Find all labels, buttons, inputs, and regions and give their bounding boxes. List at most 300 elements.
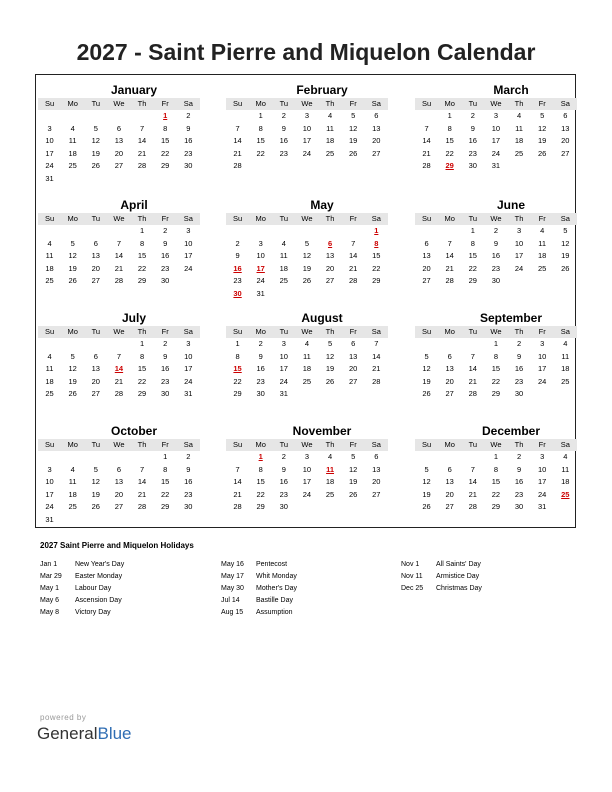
brand-logo[interactable] — [37, 724, 132, 744]
day-cell[interactable]: 24 — [302, 489, 312, 499]
day-cell[interactable]: 9 — [186, 123, 191, 133]
day-cell[interactable]: 20 — [445, 489, 454, 499]
day-cell[interactable]: 11 — [68, 136, 77, 146]
day-cell[interactable]: 10 — [256, 251, 265, 261]
day-cell[interactable]: 12 — [422, 477, 431, 487]
day-cell[interactable]: 13 — [372, 464, 381, 474]
day-cell[interactable]: 2 — [516, 452, 522, 461]
day-cell[interactable]: 28 — [372, 376, 381, 386]
day-cell[interactable]: 9 — [281, 123, 286, 133]
day-cell[interactable]: 19 — [422, 376, 431, 386]
day-cell[interactable]: 3 — [47, 123, 52, 133]
day-cell[interactable]: 6 — [374, 111, 379, 120]
day-cell[interactable]: 22 — [233, 376, 242, 386]
day-cell[interactable]: 25 — [514, 148, 524, 158]
day-cell[interactable]: 21 — [137, 148, 147, 158]
day-cell[interactable]: 9 — [186, 464, 191, 474]
day-cell[interactable]: 26 — [68, 276, 77, 286]
day-cell[interactable]: 15 — [137, 251, 147, 261]
day-cell[interactable]: 27 — [114, 161, 124, 171]
day-cell[interactable]: 5 — [351, 111, 356, 120]
day-cell[interactable]: 7 — [351, 238, 356, 248]
day-cell[interactable]: 20 — [349, 364, 358, 374]
day-cell[interactable]: 25 — [68, 161, 77, 171]
day-cell[interactable]: 19 — [68, 376, 77, 386]
day-cell[interactable]: 7 — [139, 464, 145, 474]
day-cell[interactable]: 30 — [514, 389, 524, 399]
day-cell[interactable]: 21 — [468, 376, 477, 386]
day-cell[interactable]: 16 — [256, 364, 265, 374]
day-cell[interactable]: 9 — [235, 251, 240, 261]
day-cell[interactable]: 11 — [45, 364, 54, 374]
day-cell[interactable]: 22 — [468, 263, 477, 273]
day-cell[interactable]: 7 — [447, 238, 452, 248]
day-cell[interactable]: 4 — [327, 452, 333, 461]
day-cell[interactable]: 4 — [516, 111, 522, 120]
day-cell[interactable]: 27 — [372, 489, 381, 499]
day-cell[interactable]: 12 — [68, 251, 77, 261]
day-cell[interactable]: 3 — [540, 452, 545, 461]
day-cell[interactable]: 30 — [233, 288, 242, 298]
day-cell[interactable]: 18 — [68, 148, 77, 158]
day-cell[interactable]: 2 — [470, 111, 475, 120]
day-cell[interactable]: 22 — [161, 148, 170, 158]
day-cell[interactable]: 28 — [445, 276, 454, 286]
day-cell[interactable]: 13 — [445, 477, 454, 487]
day-cell[interactable]: 10 — [302, 123, 312, 133]
day-cell[interactable]: 18 — [279, 263, 288, 273]
day-cell[interactable]: 10 — [538, 351, 547, 361]
day-cell[interactable]: 26 — [422, 389, 431, 399]
day-cell[interactable]: 1 — [235, 339, 240, 348]
day-cell[interactable]: 9 — [516, 464, 522, 474]
day-cell[interactable]: 16 — [514, 477, 524, 487]
day-cell[interactable]: 15 — [491, 477, 501, 487]
day-cell[interactable]: 21 — [114, 376, 124, 386]
day-cell[interactable]: 18 — [45, 263, 54, 273]
day-cell[interactable]: 15 — [256, 136, 265, 146]
day-cell[interactable]: 17 — [302, 477, 312, 487]
day-cell[interactable]: 6 — [351, 339, 356, 348]
day-cell[interactable]: 16 — [184, 477, 193, 487]
day-cell[interactable]: 18 — [302, 364, 312, 374]
day-cell[interactable]: 29 — [445, 161, 454, 171]
day-cell[interactable]: 17 — [45, 489, 54, 499]
day-cell[interactable]: 29 — [256, 502, 265, 512]
day-cell[interactable]: 24 — [256, 276, 265, 286]
day-cell[interactable]: 18 — [325, 477, 335, 487]
day-cell[interactable]: 21 — [445, 263, 454, 273]
day-cell[interactable]: 21 — [137, 489, 147, 499]
day-cell[interactable]: 22 — [256, 148, 265, 158]
day-cell[interactable]: 26 — [91, 502, 100, 512]
day-cell[interactable]: 3 — [516, 226, 522, 235]
day-cell[interactable]: 30 — [161, 389, 170, 399]
day-cell[interactable]: 16 — [468, 136, 477, 146]
day-cell[interactable]: 14 — [114, 364, 124, 374]
day-cell[interactable]: 25 — [302, 376, 312, 386]
day-cell[interactable]: 20 — [372, 477, 381, 487]
day-cell[interactable]: 2 — [186, 111, 191, 120]
day-cell[interactable]: 8 — [470, 238, 475, 248]
day-cell[interactable]: 27 — [445, 502, 454, 512]
day-cell[interactable]: 23 — [514, 376, 524, 386]
day-cell[interactable]: 13 — [561, 123, 570, 133]
day-cell[interactable]: 13 — [349, 351, 358, 361]
day-cell[interactable]: 29 — [161, 502, 170, 512]
day-cell[interactable]: 14 — [468, 364, 477, 374]
day-cell[interactable]: 14 — [233, 136, 242, 146]
day-cell[interactable]: 28 — [233, 502, 242, 512]
day-cell[interactable]: 26 — [422, 502, 431, 512]
day-cell[interactable]: 20 — [372, 136, 381, 146]
day-cell[interactable]: 24 — [538, 489, 547, 499]
day-cell[interactable]: 23 — [233, 276, 242, 286]
day-cell[interactable]: 17 — [538, 477, 547, 487]
day-cell[interactable]: 2 — [258, 339, 263, 348]
day-cell[interactable]: 20 — [422, 263, 431, 273]
day-cell[interactable]: 8 — [163, 464, 168, 474]
day-cell[interactable]: 1 — [139, 339, 145, 348]
day-cell[interactable]: 17 — [256, 263, 265, 273]
day-cell[interactable]: 4 — [281, 238, 286, 248]
day-cell[interactable]: 27 — [91, 389, 100, 399]
day-cell[interactable]: 4 — [304, 339, 310, 348]
day-cell[interactable]: 2 — [163, 339, 168, 348]
day-cell[interactable]: 27 — [114, 502, 124, 512]
day-cell[interactable]: 23 — [256, 376, 265, 386]
day-cell[interactable]: 10 — [184, 238, 193, 248]
day-cell[interactable]: 11 — [45, 251, 54, 261]
day-cell[interactable]: 21 — [468, 489, 477, 499]
day-cell[interactable]: 29 — [137, 276, 147, 286]
day-cell[interactable]: 31 — [45, 514, 54, 524]
day-cell[interactable]: 8 — [258, 123, 263, 133]
day-cell[interactable]: 28 — [468, 502, 477, 512]
day-cell[interactable]: 24 — [491, 148, 501, 158]
day-cell[interactable]: 24 — [538, 376, 547, 386]
day-cell[interactable]: 19 — [538, 136, 547, 146]
day-cell[interactable]: 4 — [70, 464, 75, 474]
day-cell[interactable]: 27 — [91, 276, 100, 286]
day-cell[interactable]: 18 — [45, 376, 54, 386]
day-cell[interactable]: 10 — [45, 136, 54, 146]
day-cell[interactable]: 2 — [281, 452, 286, 461]
day-cell[interactable]: 9 — [493, 238, 499, 248]
day-cell[interactable]: 12 — [325, 351, 335, 361]
day-cell[interactable]: 27 — [445, 389, 454, 399]
day-cell[interactable]: 9 — [516, 351, 522, 361]
day-cell[interactable]: 5 — [327, 339, 333, 348]
day-cell[interactable]: 12 — [561, 238, 570, 248]
day-cell[interactable]: 17 — [279, 364, 288, 374]
day-cell[interactable]: 19 — [561, 251, 570, 261]
day-cell[interactable]: 30 — [279, 502, 288, 512]
day-cell[interactable]: 5 — [424, 351, 429, 361]
day-cell[interactable]: 6 — [116, 123, 122, 133]
day-cell[interactable]: 6 — [327, 238, 333, 248]
day-cell[interactable]: 23 — [514, 489, 524, 499]
day-cell[interactable]: 1 — [493, 452, 499, 461]
day-cell[interactable]: 13 — [114, 477, 124, 487]
day-cell[interactable]: 3 — [258, 238, 263, 248]
day-cell[interactable]: 15 — [137, 364, 147, 374]
day-cell[interactable]: 6 — [424, 238, 429, 248]
day-cell[interactable]: 9 — [163, 351, 168, 361]
day-cell[interactable]: 19 — [325, 364, 335, 374]
day-cell[interactable]: 12 — [422, 364, 431, 374]
day-cell[interactable]: 10 — [45, 477, 54, 487]
day-cell[interactable]: 14 — [422, 136, 431, 146]
day-cell[interactable]: 15 — [468, 251, 477, 261]
day-cell[interactable]: 4 — [70, 123, 75, 133]
day-cell[interactable]: 22 — [161, 489, 170, 499]
day-cell[interactable]: 22 — [491, 376, 501, 386]
day-cell[interactable]: 7 — [116, 351, 122, 361]
day-cell[interactable]: 1 — [447, 111, 452, 120]
day-cell[interactable]: 22 — [372, 263, 381, 273]
day-cell[interactable]: 31 — [184, 389, 193, 399]
day-cell[interactable]: 15 — [256, 477, 265, 487]
day-cell[interactable]: 16 — [161, 251, 170, 261]
day-cell[interactable]: 25 — [561, 489, 570, 499]
day-cell[interactable]: 18 — [538, 251, 547, 261]
day-cell[interactable]: 13 — [91, 251, 100, 261]
day-cell[interactable]: 16 — [233, 263, 242, 273]
day-cell[interactable]: 14 — [372, 351, 381, 361]
day-cell[interactable]: 14 — [233, 477, 242, 487]
day-cell[interactable]: 5 — [563, 226, 568, 235]
day-cell[interactable]: 8 — [139, 351, 145, 361]
day-cell[interactable]: 8 — [235, 351, 240, 361]
day-cell[interactable]: 15 — [445, 136, 454, 146]
day-cell[interactable]: 26 — [561, 263, 570, 273]
day-cell[interactable]: 13 — [422, 251, 431, 261]
day-cell[interactable]: 22 — [491, 489, 501, 499]
day-cell[interactable]: 8 — [493, 351, 499, 361]
day-cell[interactable]: 23 — [279, 148, 288, 158]
day-cell[interactable]: 9 — [470, 123, 475, 133]
day-cell[interactable]: 21 — [372, 364, 381, 374]
day-cell[interactable]: 17 — [45, 148, 54, 158]
day-cell[interactable]: 17 — [302, 136, 312, 146]
day-cell[interactable]: 17 — [491, 136, 501, 146]
day-cell[interactable]: 28 — [114, 276, 124, 286]
day-cell[interactable]: 15 — [491, 364, 501, 374]
day-cell[interactable]: 8 — [139, 238, 145, 248]
day-cell[interactable]: 12 — [68, 364, 77, 374]
day-cell[interactable]: 12 — [91, 136, 100, 146]
day-cell[interactable]: 6 — [447, 351, 452, 361]
day-cell[interactable]: 23 — [161, 263, 170, 273]
day-cell[interactable]: 13 — [91, 364, 100, 374]
day-cell[interactable]: 10 — [279, 351, 288, 361]
day-cell[interactable]: 29 — [468, 276, 477, 286]
day-cell[interactable]: 15 — [161, 477, 170, 487]
day-cell[interactable]: 1 — [374, 226, 379, 235]
day-cell[interactable]: 12 — [349, 123, 358, 133]
day-cell[interactable]: 16 — [514, 364, 524, 374]
day-cell[interactable]: 15 — [161, 136, 170, 146]
day-cell[interactable]: 18 — [68, 489, 77, 499]
day-cell[interactable]: 20 — [445, 376, 454, 386]
day-cell[interactable]: 20 — [91, 263, 100, 273]
day-cell[interactable]: 28 — [137, 502, 147, 512]
day-cell[interactable]: 11 — [68, 477, 77, 487]
day-cell[interactable]: 2 — [281, 111, 286, 120]
day-cell[interactable]: 23 — [468, 148, 477, 158]
day-cell[interactable]: 11 — [561, 351, 570, 361]
day-cell[interactable]: 24 — [184, 263, 193, 273]
day-cell[interactable]: 25 — [45, 389, 54, 399]
day-cell[interactable]: 19 — [68, 263, 77, 273]
day-cell[interactable]: 11 — [326, 123, 334, 133]
day-cell[interactable]: 12 — [302, 251, 312, 261]
day-cell[interactable]: 26 — [349, 148, 358, 158]
day-cell[interactable]: 16 — [279, 136, 288, 146]
day-cell[interactable]: 20 — [91, 376, 100, 386]
day-cell[interactable]: 15 — [372, 251, 381, 261]
day-cell[interactable]: 7 — [470, 351, 475, 361]
day-cell[interactable]: 29 — [233, 389, 242, 399]
day-cell[interactable]: 18 — [561, 364, 570, 374]
day-cell[interactable]: 17 — [184, 364, 193, 374]
day-cell[interactable]: 1 — [258, 111, 263, 120]
day-cell[interactable]: 24 — [514, 263, 524, 273]
day-cell[interactable]: 6 — [93, 238, 98, 248]
day-cell[interactable]: 11 — [279, 251, 288, 261]
day-cell[interactable]: 27 — [325, 276, 335, 286]
day-cell[interactable]: 6 — [374, 452, 379, 461]
day-cell[interactable]: 29 — [137, 389, 147, 399]
day-cell[interactable]: 16 — [184, 136, 193, 146]
day-cell[interactable]: 7 — [424, 123, 429, 133]
day-cell[interactable]: 10 — [491, 123, 501, 133]
day-cell[interactable]: 24 — [45, 161, 54, 171]
day-cell[interactable]: 6 — [447, 464, 452, 474]
day-cell[interactable]: 21 — [233, 489, 242, 499]
day-cell[interactable]: 14 — [468, 477, 477, 487]
day-cell[interactable]: 2 — [186, 452, 191, 461]
day-cell[interactable]: 13 — [445, 364, 454, 374]
day-cell[interactable]: 4 — [563, 339, 568, 348]
day-cell[interactable]: 17 — [184, 251, 193, 261]
day-cell[interactable]: 19 — [349, 136, 358, 146]
day-cell[interactable]: 18 — [561, 477, 570, 487]
day-cell[interactable]: 26 — [325, 376, 335, 386]
day-cell[interactable]: 1 — [258, 452, 263, 461]
day-cell[interactable]: 21 — [114, 263, 124, 273]
day-cell[interactable]: 22 — [137, 376, 147, 386]
day-cell[interactable]: 21 — [233, 148, 242, 158]
day-cell[interactable]: 24 — [279, 376, 288, 386]
day-cell[interactable]: 27 — [349, 376, 358, 386]
day-cell[interactable]: 28 — [137, 161, 147, 171]
day-cell[interactable]: 7 — [235, 464, 240, 474]
day-cell[interactable]: 3 — [304, 111, 310, 120]
day-cell[interactable]: 31 — [45, 173, 54, 183]
day-cell[interactable]: 19 — [302, 263, 312, 273]
day-cell[interactable]: 5 — [351, 452, 356, 461]
day-cell[interactable]: 3 — [47, 464, 52, 474]
day-cell[interactable]: 30 — [514, 502, 524, 512]
day-cell[interactable]: 2 — [235, 238, 240, 248]
day-cell[interactable]: 24 — [184, 376, 193, 386]
day-cell[interactable]: 20 — [561, 136, 570, 146]
day-cell[interactable]: 28 — [114, 389, 124, 399]
day-cell[interactable]: 25 — [279, 276, 288, 286]
day-cell[interactable]: 7 — [116, 238, 122, 248]
day-cell[interactable]: 12 — [349, 464, 358, 474]
day-cell[interactable]: 18 — [325, 136, 335, 146]
day-cell[interactable]: 25 — [561, 376, 570, 386]
day-cell[interactable]: 5 — [93, 123, 98, 133]
day-cell[interactable]: 5 — [70, 238, 75, 248]
day-cell[interactable]: 5 — [93, 464, 98, 474]
day-cell[interactable]: 16 — [161, 364, 170, 374]
day-cell[interactable]: 29 — [372, 276, 381, 286]
day-cell[interactable]: 31 — [279, 389, 288, 399]
day-cell[interactable]: 26 — [349, 489, 358, 499]
day-cell[interactable]: 16 — [491, 251, 501, 261]
day-cell[interactable]: 31 — [256, 288, 265, 298]
day-cell[interactable]: 19 — [349, 477, 358, 487]
day-cell[interactable]: 12 — [538, 123, 547, 133]
day-cell[interactable]: 25 — [538, 263, 547, 273]
day-cell[interactable]: 10 — [514, 238, 524, 248]
day-cell[interactable]: 22 — [445, 148, 454, 158]
day-cell[interactable]: 25 — [325, 148, 335, 158]
day-cell[interactable]: 2 — [493, 226, 499, 235]
day-cell[interactable]: 14 — [114, 251, 124, 261]
day-cell[interactable]: 1 — [470, 226, 475, 235]
day-cell[interactable]: 11 — [303, 351, 311, 361]
day-cell[interactable]: 24 — [302, 148, 312, 158]
day-cell[interactable]: 30 — [468, 161, 477, 171]
day-cell[interactable]: 24 — [45, 502, 54, 512]
day-cell[interactable]: 26 — [302, 276, 312, 286]
day-cell[interactable]: 23 — [161, 376, 170, 386]
day-cell[interactable]: 26 — [91, 161, 100, 171]
day-cell[interactable]: 5 — [304, 238, 310, 248]
day-cell[interactable]: 4 — [327, 111, 333, 120]
day-cell[interactable]: 5 — [424, 464, 429, 474]
day-cell[interactable]: 6 — [93, 351, 98, 361]
day-cell[interactable]: 21 — [422, 148, 431, 158]
day-cell[interactable]: 3 — [540, 339, 545, 348]
day-cell[interactable]: 11 — [515, 123, 523, 133]
day-cell[interactable]: 23 — [184, 489, 193, 499]
day-cell[interactable]: 3 — [186, 226, 191, 235]
day-cell[interactable]: 20 — [114, 489, 124, 499]
day-cell[interactable]: 26 — [68, 389, 77, 399]
day-cell[interactable]: 16 — [279, 477, 288, 487]
day-cell[interactable]: 3 — [493, 111, 499, 120]
day-cell[interactable]: 23 — [184, 148, 193, 158]
day-cell[interactable]: 10 — [184, 351, 193, 361]
day-cell[interactable]: 29 — [491, 502, 501, 512]
day-cell[interactable]: 10 — [538, 464, 547, 474]
day-cell[interactable]: 22 — [137, 263, 147, 273]
day-cell[interactable]: 30 — [184, 161, 193, 171]
day-cell[interactable]: 14 — [137, 136, 147, 146]
day-cell[interactable]: 30 — [184, 502, 193, 512]
day-cell[interactable]: 11 — [326, 464, 335, 474]
day-cell[interactable]: 8 — [374, 238, 379, 248]
day-cell[interactable]: 4 — [47, 351, 52, 361]
day-cell[interactable]: 9 — [163, 238, 168, 248]
day-cell[interactable]: 7 — [139, 123, 145, 133]
